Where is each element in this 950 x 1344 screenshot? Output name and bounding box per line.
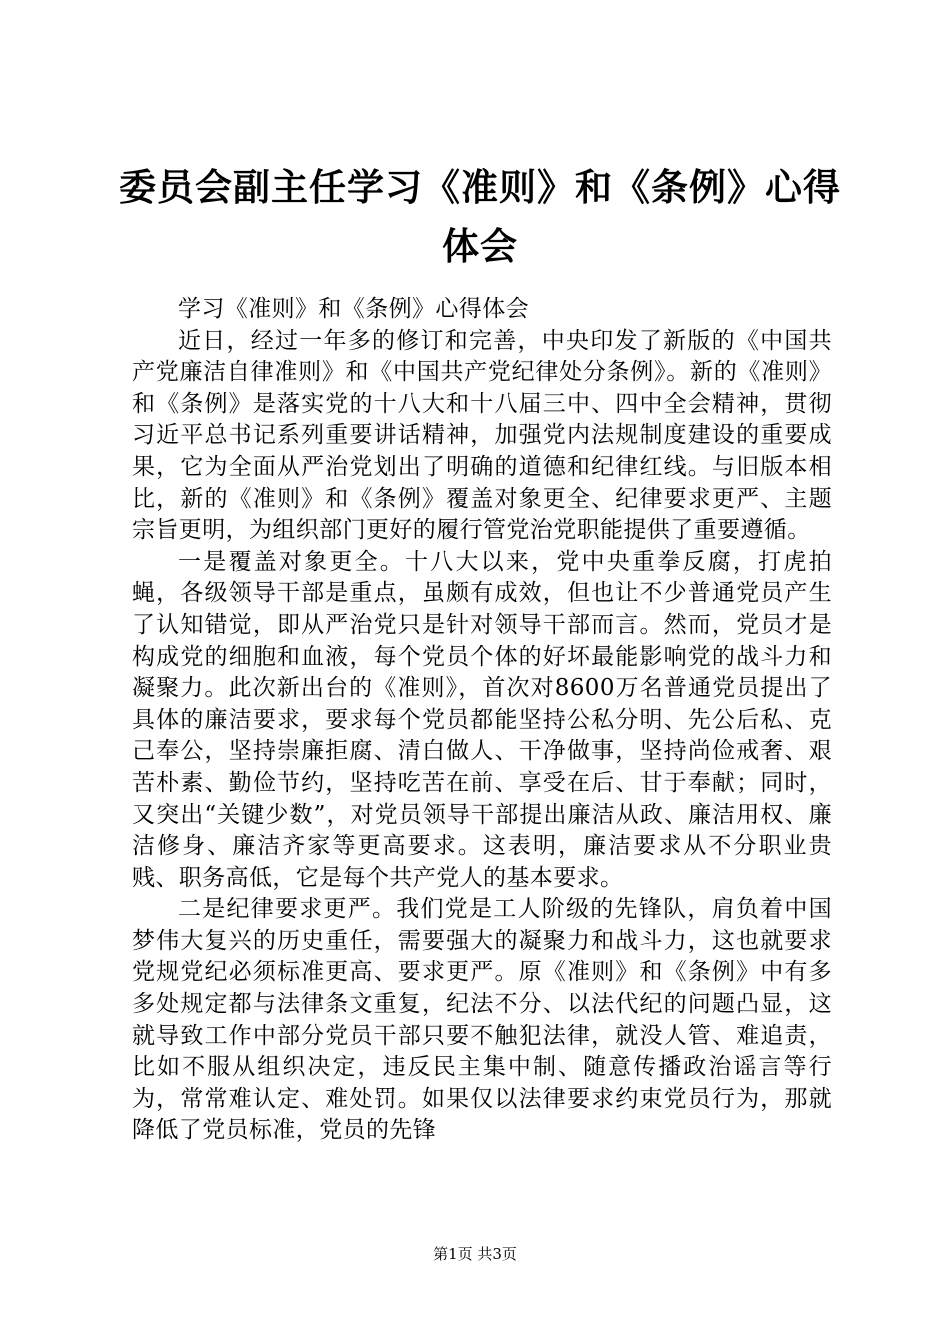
document-body	[132, 294, 832, 1147]
body-paragraph: 二是纪律要求更严。我们党是工人阶级的先锋队，肩负着中国梦伟大复兴的历史重任，需要强大的凝聚力和战斗力，这也就要求党规党纪必须标准更高、要求更严。原《准则》和《条例》中有多多处规定都与法律条文重复，纪法不分、以法代纪的问题凸显，这就导致工作中部分党员干部只要不触犯法律，就没人管、难追责，比如不服从组织决定，违反民主集中制、随意传播政治谣言等行为，常常难认定、难处罚。如果仅以法律要求约束党员行为，那就降低了党员标准，党员的先锋	[132, 896, 832, 1144]
subtitle-paragraph: 学习《准则》和《条例》心得体会	[178, 296, 529, 322]
document-title: 委员会副主任学习《准则》和《条例》心得体会	[119, 166, 841, 268]
page-footer: 第1页 共3页	[433, 1245, 517, 1263]
body-paragraph: 近日，经过一年多的修订和完善，中央印发了新版的《中国共产党廉洁自律准则》和《中国共产党纪律处分条例》。新的《准则》和《条例》是落实党的十八大和十八届三中、四中全会精神，贯彻习近平总书记系列重要讲话精神，加强党内法规制度建设的重要成果，它为全面从严治党划出了明确的道德和纪律红线。与旧版本相比，新的《准则》和《条例》覆盖对象更全、纪律要求更严、主题宗旨更明，为组织部门更好的履行管党治党职能提供了重要遵循。	[132, 327, 832, 544]
body-paragraph: 一是覆盖对象更全。十八大以来，党中央重拳反腐，打虎拍蝇，各级领导干部是重点，虽颇有成效，但也让不少普通党员产生了认知错觉，即从严治党只是针对领导干部而言。然而，党员才是构成党的细胞和血液，每个党员个体的好坏最能影响党的战斗力和凝聚力。此次新出台的《准则》，首次对8600万名普通党员提出了具体的廉洁要求，要求每个党员都能坚持公私分明、先公后私、克己奉公，坚持崇廉拒腐、清白做人、干净做事，坚持尚俭戒奢、艰苦朴素、勤俭节约，坚持吃苦在前、享受在后、甘于奉献；同时，又突出“关键少数”，对党员领导干部提出廉洁从政、廉洁用权、廉洁修身、廉洁齐家等更高要求。这表明，廉洁要求从不分职业贵贱、职务高低，它是每个共产党人的基本要求。	[132, 548, 832, 891]
